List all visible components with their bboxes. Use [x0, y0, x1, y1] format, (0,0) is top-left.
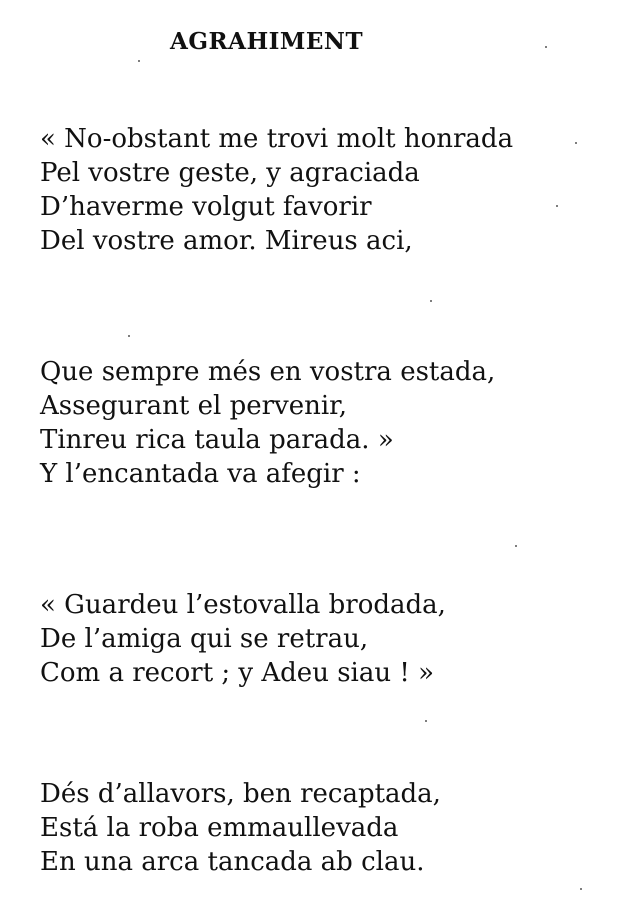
poem-line: En una arca tancada ab clau. — [40, 847, 425, 877]
poem-line: Del vostre amor. Mireus aci, — [40, 226, 413, 256]
print-speck — [580, 888, 582, 890]
stanza-1 — [40, 122, 600, 258]
print-speck — [556, 205, 558, 207]
poem-line: Está la roba emmaullevada — [40, 813, 399, 843]
print-speck — [545, 46, 547, 48]
poem-line: Y l’encantada va afegir : — [40, 459, 361, 489]
poem-line: Assegurant el pervenir, — [40, 391, 348, 421]
poem-line: D’haverme volgut favorir — [40, 192, 372, 222]
stanza-3 — [40, 588, 600, 690]
poem-line: Com a recort ; y Adeu siau ! » — [40, 658, 434, 688]
print-speck — [128, 335, 130, 337]
poem-line: Pel vostre geste, y agraciada — [40, 158, 420, 188]
print-speck — [575, 142, 577, 144]
stanza-2 — [40, 355, 600, 491]
poem-line: Dés d’allavors, ben recaptada, — [40, 779, 441, 809]
poem-line: Que sempre més en vostra estada, — [40, 357, 496, 387]
print-speck — [515, 545, 517, 547]
poem-line: Tinreu rica taula parada. » — [40, 425, 394, 455]
print-speck — [430, 300, 432, 302]
poem-line: « Guardeu l’estovalla brodada, — [40, 590, 446, 620]
poem-title: AGRAHIMENT — [170, 28, 364, 55]
poem-line: De l’amiga qui se retrau, — [40, 624, 369, 654]
print-speck — [138, 60, 140, 62]
poem-line: « No-obstant me trovi molt honrada — [40, 124, 514, 154]
print-speck — [425, 720, 427, 722]
stanza-4 — [40, 777, 600, 879]
